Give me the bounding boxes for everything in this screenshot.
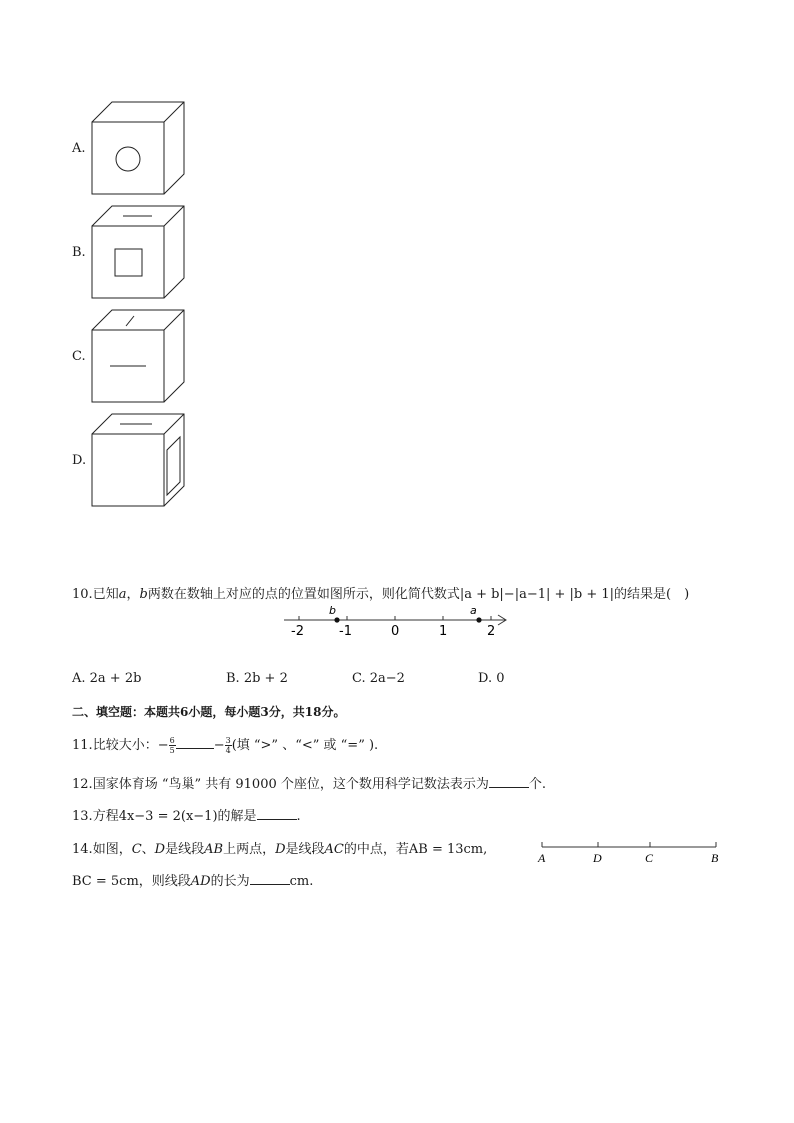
q14-text: 的中点，若AB = 13cm,: [343, 842, 488, 857]
q14-text: 如图，: [92, 842, 132, 857]
q10-option-b: B. 2b + 2: [226, 671, 288, 686]
q11-frac1-den: 5: [169, 746, 175, 755]
cube-front-square-top-line-icon: [90, 204, 186, 300]
q13-answer-blank[interactable]: [257, 819, 297, 820]
q14-var-d: D: [154, 842, 166, 857]
q10-text-after: 两数在数轴上对应的点的位置如图所示，则化简代数式|a + b|−|a−1| + |b + 1|的结果是( ): [147, 587, 690, 602]
q14-tail: cm.: [289, 874, 314, 889]
q11-fraction-1: [169, 736, 176, 755]
q10-var-a: a: [118, 587, 127, 602]
q10-number: 10.: [72, 587, 93, 602]
tick-label: 1: [439, 624, 448, 639]
point-a-dot: [476, 617, 481, 622]
q10-var-b: b: [139, 587, 148, 602]
q14-var-ac: AC: [324, 842, 344, 857]
q11-tail: (填 “>” 、“<” 或 “=” ).: [231, 738, 379, 753]
section-2-total: 18: [304, 705, 322, 719]
q10-option-a: A. 2a + 2b: [72, 671, 142, 686]
tick-label: -1: [339, 624, 352, 639]
q14-text: 是线段: [285, 842, 325, 857]
question-14-line-1: [72, 838, 487, 857]
q14-var-d: D: [275, 842, 286, 857]
segment-diagram: [534, 836, 728, 868]
number-line-diagram: [280, 602, 512, 642]
q12-number: 12.: [72, 777, 93, 792]
section-2-suffix: 分。: [321, 705, 346, 719]
section-2-count: 6: [180, 705, 189, 719]
q12-text: 国家体育场 “鸟巢” 共有 91000 个座位，这个数用科学记数法表示为: [92, 777, 489, 792]
q13-number: 13.: [72, 809, 93, 824]
question-12: [72, 773, 546, 792]
q12-answer-blank[interactable]: [489, 787, 529, 788]
q10-option-c: C. 2a−2: [352, 671, 405, 686]
q14-var-c: C: [131, 842, 142, 857]
option-letter-c: C.: [72, 349, 86, 364]
question-14-line-2: [72, 870, 313, 889]
section-2-mid1: 小题，每小题: [188, 705, 261, 719]
q14-var-ad: AD: [190, 874, 211, 889]
point-a-label: a: [470, 604, 477, 617]
q13-text: 方程4x−3 = 2(x−1)的解是: [92, 809, 257, 824]
segment-label-d: D: [593, 851, 602, 865]
tick-label: 0: [391, 624, 400, 639]
q11-minus2: −: [213, 738, 225, 753]
q11-frac2-den: 4: [225, 746, 231, 755]
q11-number: 11.: [72, 738, 93, 753]
q14-number: 14.: [72, 842, 93, 857]
q11-answer-blank[interactable]: [176, 748, 214, 749]
section-2-title: [72, 703, 345, 720]
option-letter-d: D.: [72, 453, 87, 468]
q14-text: 、: [141, 842, 155, 857]
q14-text: 是线段: [165, 842, 205, 857]
q14-answer-blank[interactable]: [250, 884, 290, 885]
tick-label: 2: [487, 624, 496, 639]
question-11: [72, 734, 378, 755]
section-2-mid2: 分，共: [268, 705, 305, 719]
segment-label-a: A: [538, 851, 546, 865]
q11-text: 比较大小：−: [92, 738, 169, 753]
point-b-label: b: [329, 604, 336, 617]
question-10: [72, 583, 689, 602]
option-letter-a: A.: [72, 141, 86, 156]
section-2-prefix: 二、填空题：本题共: [72, 705, 181, 719]
option-letter-b: B.: [72, 245, 86, 260]
segment-label-c: C: [645, 851, 654, 865]
q10-sep: ，: [126, 587, 140, 602]
segment-label-b: B: [711, 851, 719, 865]
q11-fraction-2: [225, 736, 232, 755]
q14-text: BC = 5cm，则线段: [72, 874, 191, 889]
tick-label: -2: [291, 624, 304, 639]
cube-front-line-top-slash-icon: [90, 308, 186, 404]
q10-text-before: 已知: [92, 587, 119, 602]
q14-text: 上两点，: [223, 842, 276, 857]
q13-tail: .: [296, 809, 301, 824]
q12-tail: 个.: [528, 777, 547, 792]
q14-text: 的长为: [210, 874, 250, 889]
q14-var-ab: AB: [204, 842, 224, 857]
cube-front-circle-icon: [90, 100, 186, 196]
point-b-dot: [334, 617, 339, 622]
cube-top-line-side-rectangle-icon: [90, 412, 186, 508]
q10-option-d: D. 0: [478, 671, 505, 686]
q11-frac2-num: 3: [225, 736, 231, 745]
q11-frac1-num: 6: [169, 736, 175, 745]
question-13: [72, 805, 301, 824]
section-2-points: 3: [260, 705, 269, 719]
